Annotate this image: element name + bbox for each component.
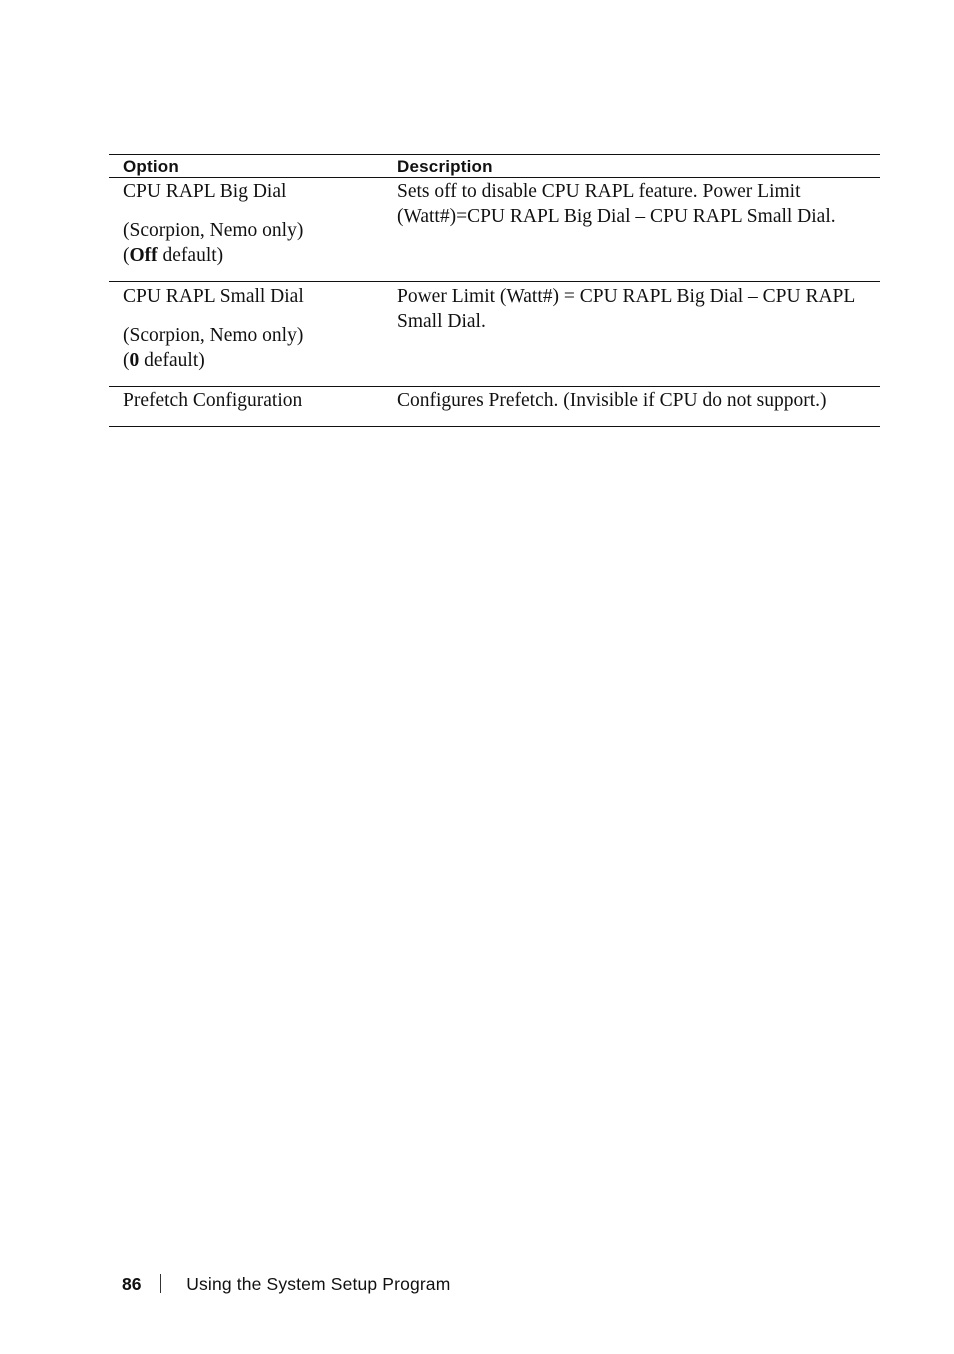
option-default: (0 default)	[123, 350, 205, 371]
table-header	[109, 155, 880, 178]
default-suffix: default)	[144, 350, 205, 371]
option-name: CPU RAPL Big Dial	[123, 181, 287, 202]
table-header-row	[109, 155, 880, 178]
page-footer	[122, 1272, 450, 1296]
default-suffix: default)	[162, 245, 224, 266]
default-value: 0	[129, 350, 140, 371]
table-row	[109, 387, 880, 427]
option-default: (Off default)	[123, 245, 224, 266]
description-cell: Sets off to disable CPU RAPL feature. Power Limit (Watt#)=CPU RAPL Big Dial – CPU RAPL Small Dial.	[383, 178, 880, 282]
table-row	[109, 178, 880, 282]
description-cell: Power Limit (Watt#) = CPU RAPL Big Dial – CPU RAPL Small Dial.	[383, 282, 880, 387]
table-row	[109, 282, 880, 387]
option-note: (Scorpion, Nemo only)	[123, 325, 304, 346]
option-name: Prefetch Configuration	[123, 390, 303, 411]
table-body	[109, 178, 880, 427]
footer-title: Using the System Setup Program	[186, 1274, 451, 1294]
option-name: CPU RAPL Small Dial	[123, 286, 304, 307]
column-header-description: Description	[383, 155, 880, 178]
option-cell	[109, 178, 383, 282]
page-number: 86	[122, 1274, 142, 1294]
option-note: (Scorpion, Nemo only)	[123, 220, 304, 241]
footer-separator	[160, 1274, 161, 1293]
option-cell	[109, 387, 383, 427]
column-header-option: Option	[109, 155, 383, 178]
description-cell: Configures Prefetch. (Invisible if CPU do not support.)	[383, 387, 880, 427]
options-table	[109, 154, 880, 427]
option-cell	[109, 282, 383, 387]
default-value: Off	[129, 245, 158, 266]
